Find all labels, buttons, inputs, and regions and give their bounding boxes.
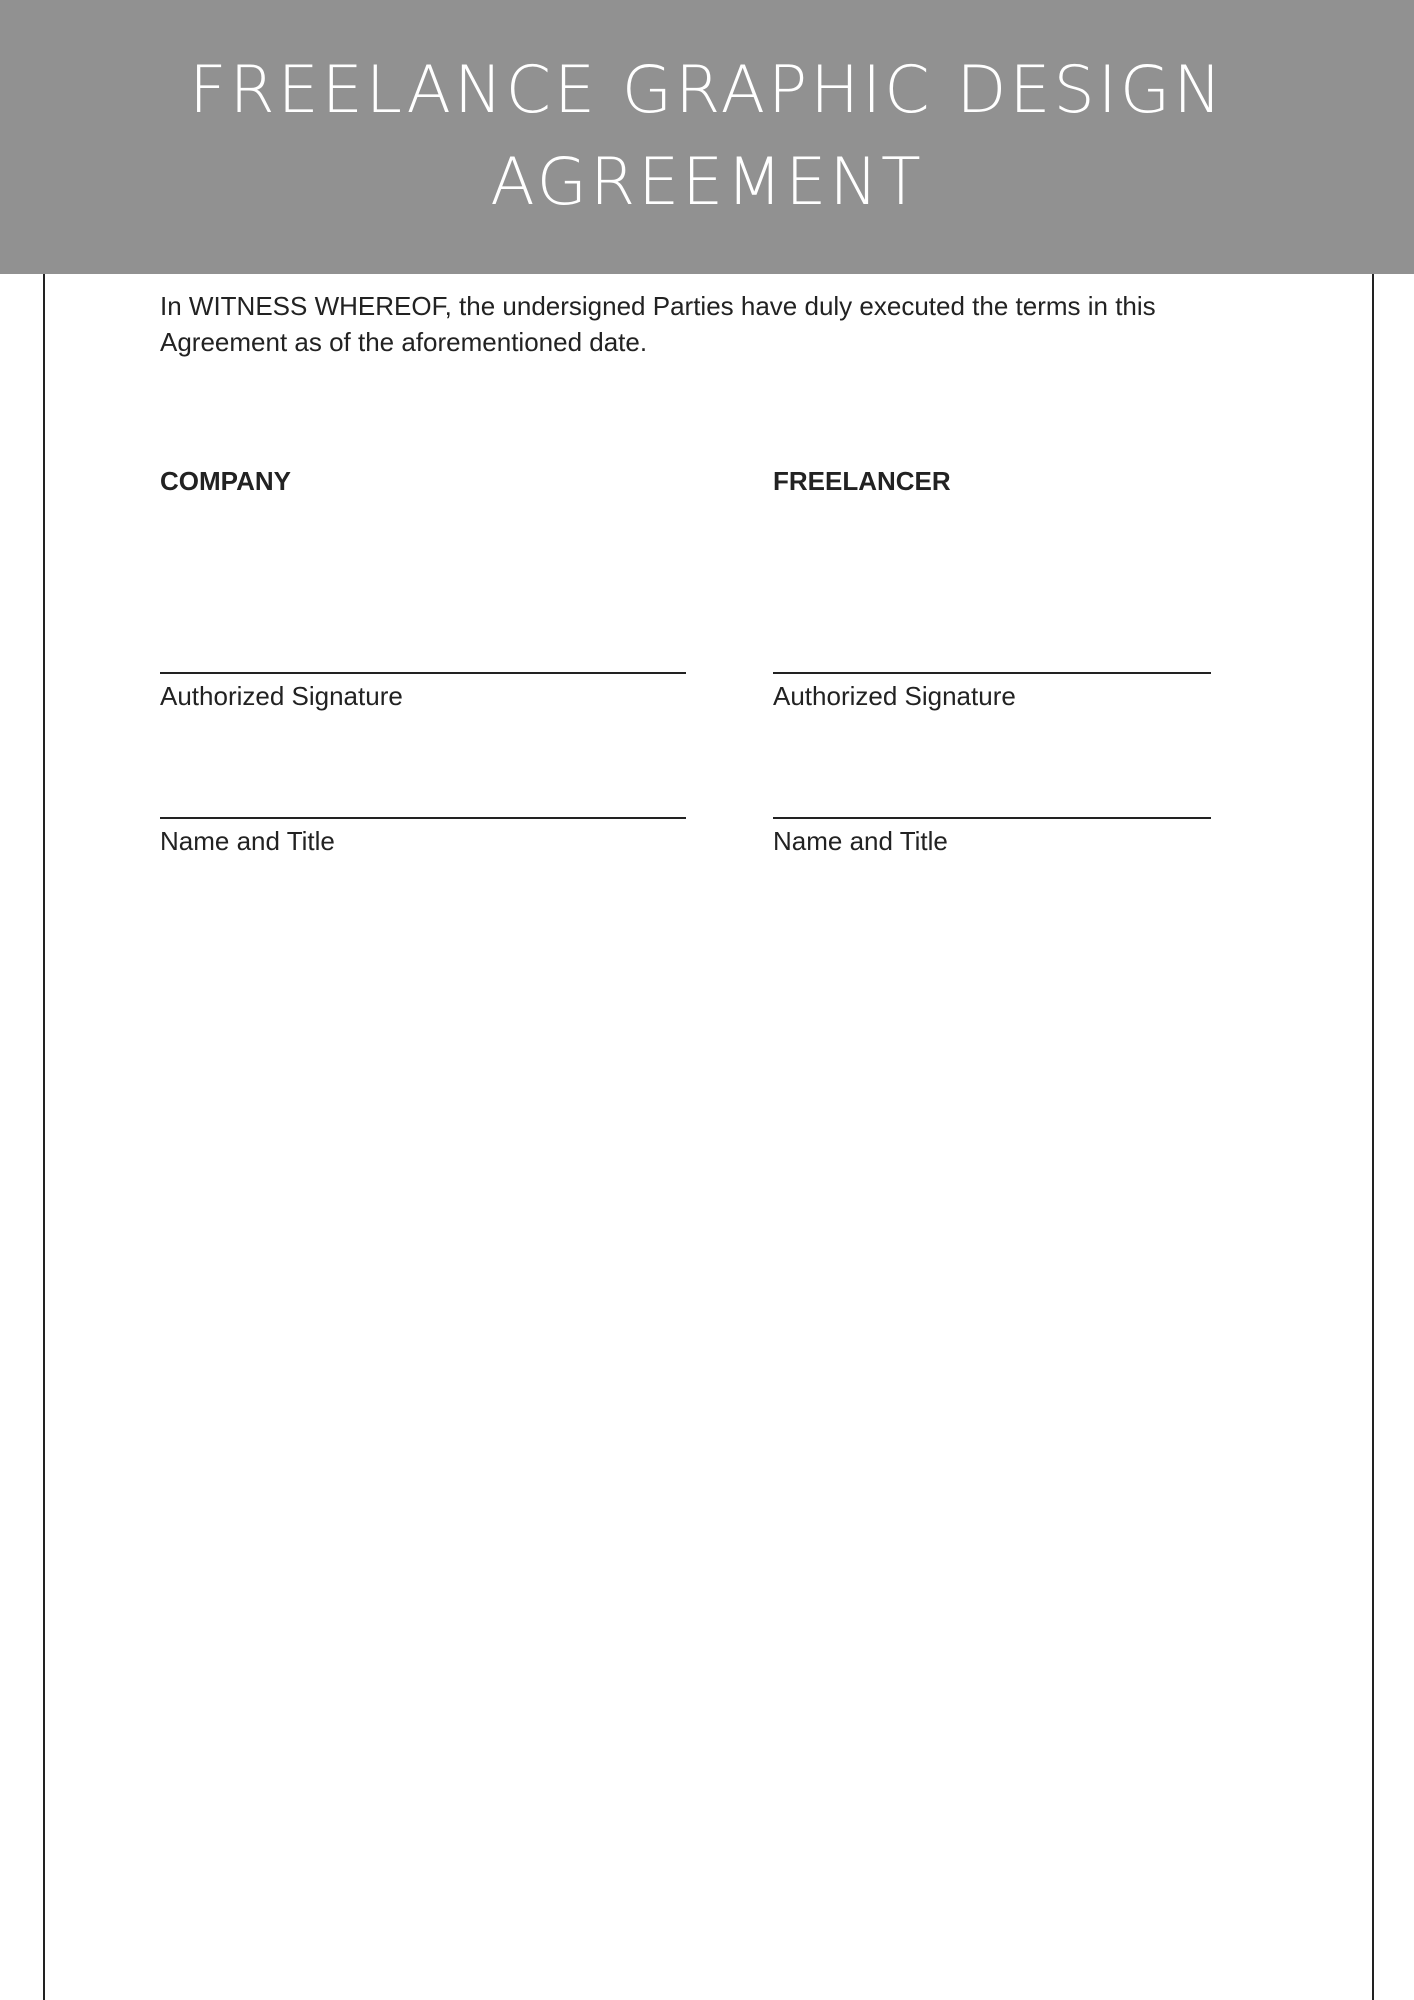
witness-clause-line-1: In WITNESS WHEREOF, the undersigned Parties have duly executed the terms in this — [160, 291, 1156, 321]
witness-clause — [160, 288, 1210, 360]
banner-title-line-2: AGREEMENT — [490, 145, 924, 220]
company-signature-line[interactable] — [160, 672, 686, 674]
freelancer-name-title-line[interactable] — [773, 817, 1211, 819]
page-border-right — [1372, 0, 1374, 2000]
company-name-title-line[interactable] — [160, 817, 686, 819]
page-border-left — [43, 0, 45, 2000]
freelancer-signature-line[interactable] — [773, 672, 1211, 674]
freelancer-name-title-label: Name and Title — [773, 826, 948, 856]
title-banner — [0, 0, 1414, 274]
witness-clause-line-2: Agreement as of the aforementioned date. — [160, 327, 648, 357]
company-name-title-label: Name and Title — [160, 826, 335, 856]
company-signature-label: Authorized Signature — [160, 681, 403, 711]
freelancer-signature-label: Authorized Signature — [773, 681, 1016, 711]
freelancer-heading: FREELANCER — [773, 466, 951, 496]
company-heading: COMPANY — [160, 466, 291, 496]
banner-title-line-1: FREELANCE GRAPHIC DESIGN — [189, 53, 1225, 128]
